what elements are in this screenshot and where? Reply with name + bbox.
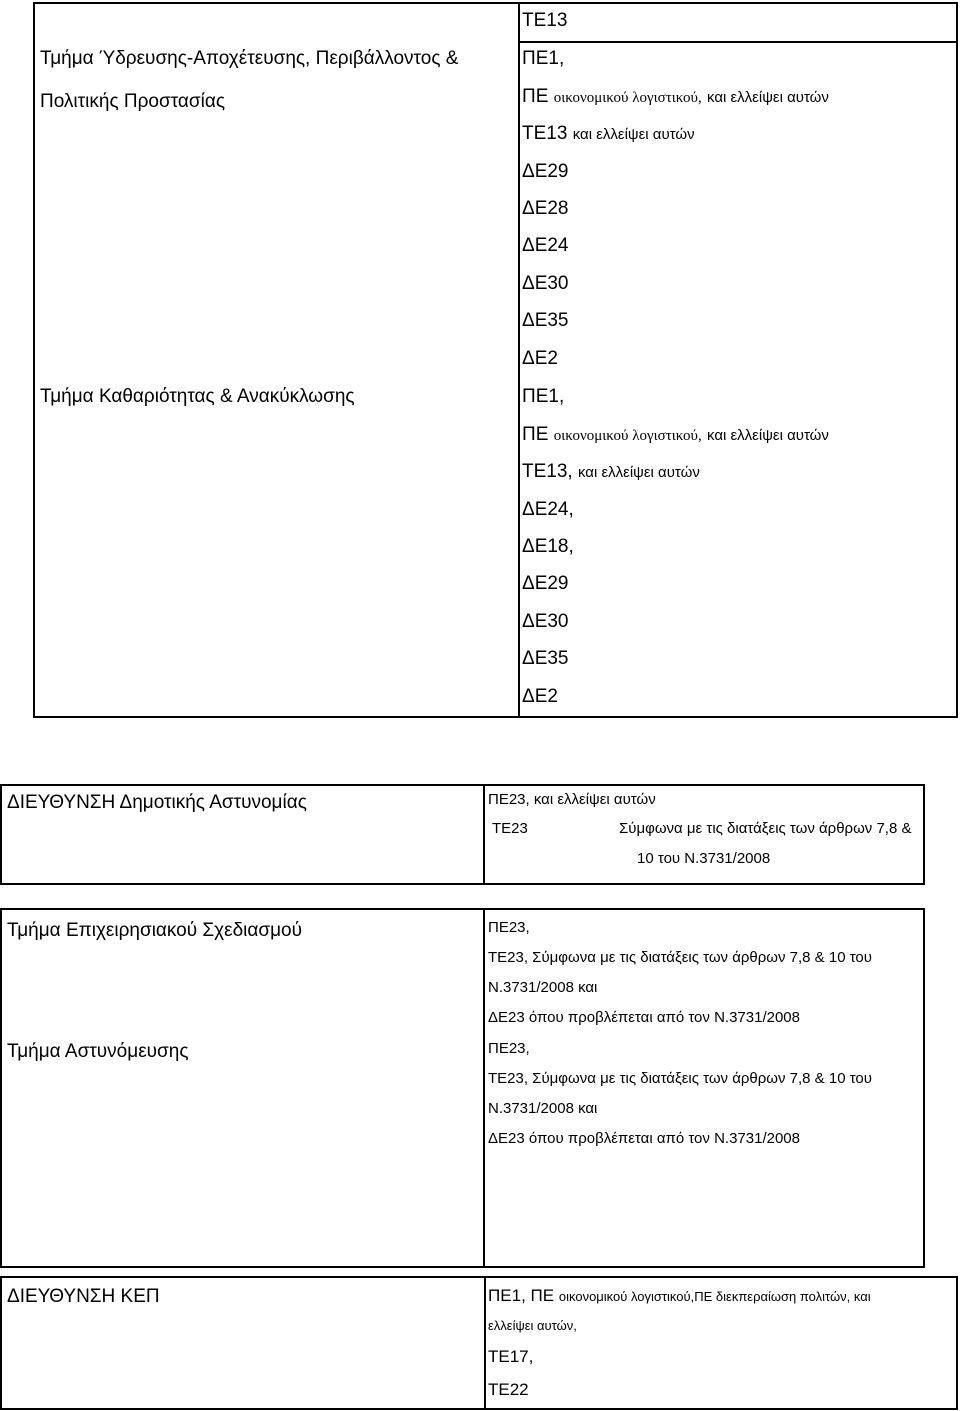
right-column <box>518 4 956 716</box>
requirement-code: ΤΕ23 <box>492 820 528 837</box>
table-police-departments <box>0 908 925 1268</box>
list-item: ΔΕ24, <box>522 499 574 520</box>
list-item: ΔΕ35 <box>522 310 569 331</box>
list-item <box>522 87 829 106</box>
cell-te13: ΤΕ13 <box>522 10 568 31</box>
requirement-line: Ν.3731/2008 και <box>488 979 598 996</box>
requirement-note: οικονομικού λογιστικού,ΠΕ διεκπεραίωση πολιτών, και <box>558 1289 871 1304</box>
list-item: ΠΕ1, <box>522 386 565 407</box>
item-code: ΤΕ13, <box>522 461 573 482</box>
section-title-police: ΔΙΕΥΘΥΝΣΗ Δημοτικής Αστυνομίας <box>7 792 307 813</box>
item-tail: και ελλείψει αυτών <box>707 89 829 106</box>
item-note: και ελλείψει αυτών <box>577 464 700 481</box>
row-divider <box>518 41 956 43</box>
requirement-line: ΤΕ23, Σύμφωνα με τις διατάξεις των άρθρων 7,8 & 10 του <box>488 1070 872 1087</box>
section-title-water: Τμήμα Ύδρευσης-Αποχέτευσης, Περιβάλλοντος & <box>40 48 459 69</box>
section-title-kep: ΔΙΕΥΘΥΝΣΗ ΚΕΠ <box>7 1286 160 1307</box>
list-item: ΔΕ35 <box>522 648 569 669</box>
list-item <box>522 124 695 143</box>
list-item: ΔΕ2 <box>522 686 558 707</box>
list-item: ΔΕ30 <box>522 611 569 632</box>
requirement-line: ελλείψει αυτών, <box>488 1318 577 1333</box>
requirement-line: ΤΕ17, <box>488 1347 534 1366</box>
requirement-text: Σύμφωνα με τις διατάξεις των άρθρων 7,8 & <box>619 820 912 837</box>
section-title-patrol: Τμήμα Αστυνόμευσης <box>7 1041 189 1062</box>
requirement-line: ΔΕ23 όπου προβλέπεται από τον Ν.3731/2008 <box>488 1009 800 1026</box>
list-item: ΔΕ24 <box>522 235 569 256</box>
requirement-text: 10 του Ν.3731/2008 <box>637 850 771 867</box>
list-item <box>522 425 829 444</box>
list-item: ΔΕ30 <box>522 273 569 294</box>
item-note: οικονομικού λογιστικού, <box>553 90 702 106</box>
item-code: ΠΕ <box>522 86 549 107</box>
list-item: ΔΕ2 <box>522 348 558 369</box>
requirement-line <box>488 1287 871 1304</box>
item-code: ΤΕ13 <box>522 123 568 144</box>
requirement-line: ΤΕ23, Σύμφωνα με τις διατάξεις των άρθρων 7,8 & 10 του <box>488 949 872 966</box>
requirement-line: ΠΕ23, <box>488 919 530 936</box>
requirement-line: ΔΕ23 όπου προβλέπεται από τον Ν.3731/2008 <box>488 1130 800 1147</box>
requirement-line: ΠΕ23, <box>488 1040 530 1057</box>
list-item: ΔΕ29 <box>522 573 569 594</box>
list-item: ΠΕ1, <box>522 48 565 69</box>
list-item <box>522 462 700 481</box>
list-item: ΔΕ28 <box>522 198 569 219</box>
item-note: και ελλείψει αυτών <box>572 126 695 143</box>
requirement-line: ΤΕ22 <box>488 1380 529 1399</box>
table-municipal-police <box>0 784 925 885</box>
section-title-water-line2: Πολιτικής Προστασίας <box>40 91 226 112</box>
table-water-cleaning <box>33 2 958 718</box>
section-title-cleaning: Τμήμα Καθαριότητας & Ανακύκλωσης <box>40 386 355 407</box>
item-tail: και ελλείψει αυτών <box>707 427 829 444</box>
list-item: ΔΕ29 <box>522 161 569 182</box>
list-item: ΔΕ18, <box>522 536 574 557</box>
requirement-line: Ν.3731/2008 και <box>488 1100 598 1117</box>
requirement-line: ΠΕ23, και ελλείψει αυτών <box>488 791 656 808</box>
item-code: ΠΕ <box>522 424 549 445</box>
section-title-planning: Τμήμα Επιχειρησιακού Σχεδιασμού <box>7 920 303 941</box>
requirement-code: ΠΕ1, ΠΕ <box>488 1286 555 1305</box>
item-note: οικονομικού λογιστικού, <box>553 428 702 444</box>
table-kep <box>0 1276 958 1410</box>
